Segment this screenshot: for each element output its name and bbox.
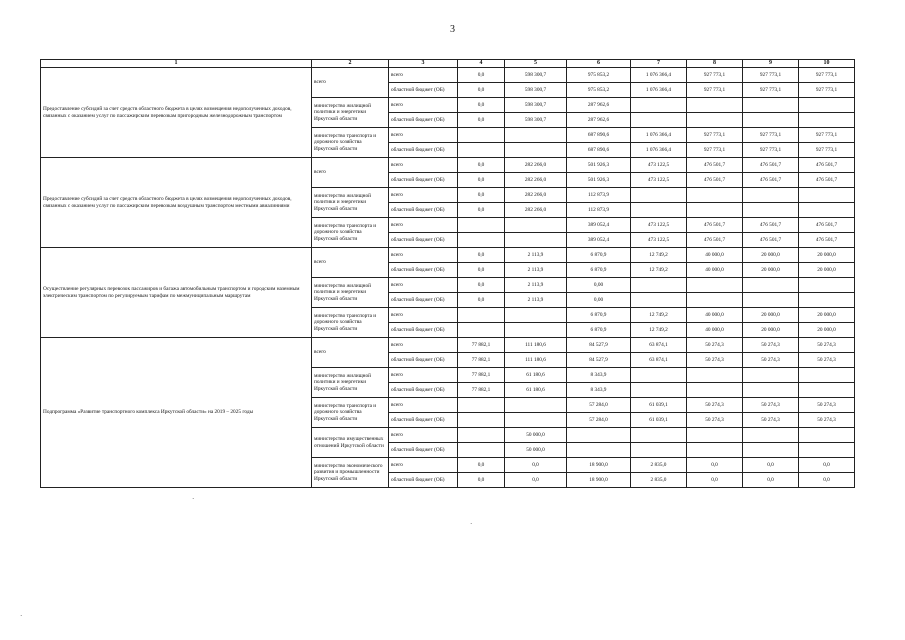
- amount-cell: 0,0: [458, 203, 505, 218]
- amount-cell: 0,0: [458, 458, 505, 473]
- executor-cell: всего: [312, 68, 389, 98]
- funding-source-cell: областной бюджет (ОБ): [389, 173, 458, 188]
- amount-cell: 12 749,2: [631, 248, 687, 263]
- amount-cell: 282 266,0: [505, 203, 567, 218]
- column-header: 2: [312, 60, 389, 68]
- amount-cell: [505, 323, 567, 338]
- funding-source-cell: областной бюджет (ОБ): [389, 473, 458, 488]
- table-body: [41, 68, 855, 488]
- amount-cell: [743, 98, 799, 113]
- amount-cell: 40 000,0: [687, 248, 743, 263]
- amount-cell: 927 773,1: [743, 83, 799, 98]
- measure-name: Предоставление субсидий за счет средств областного бюджета в целях возмещения недополученных доходов, связанных с оказанием услуг по пассажирским перевозкам воздушным транспортом местными авиалиниями: [41, 158, 312, 248]
- amount-cell: 111 180,6: [505, 338, 567, 353]
- column-header: 9: [743, 60, 799, 68]
- amount-cell: 0,0: [458, 68, 505, 83]
- funding-source-cell: всего: [389, 368, 458, 383]
- amount-cell: 50 274,3: [687, 398, 743, 413]
- amount-cell: 0,0: [458, 98, 505, 113]
- funding-source-cell: всего: [389, 68, 458, 83]
- amount-cell: 77 882,1: [458, 353, 505, 368]
- funding-source-cell: областной бюджет (ОБ): [389, 143, 458, 158]
- amount-cell: 476 501,7: [687, 173, 743, 188]
- amount-cell: 927 773,1: [687, 68, 743, 83]
- amount-cell: 0,0: [743, 473, 799, 488]
- amount-cell: 20 000,0: [743, 308, 799, 323]
- executor-cell: министерство транспорта и дорожного хозяйства Иркутской области: [312, 398, 389, 428]
- amount-cell: 501 926,3: [567, 173, 631, 188]
- amount-cell: 12 749,2: [631, 308, 687, 323]
- amount-cell: 927 773,1: [687, 83, 743, 98]
- amount-cell: 20 000,0: [799, 308, 855, 323]
- amount-cell: [458, 233, 505, 248]
- amount-cell: 63 874,1: [631, 338, 687, 353]
- scan-speck: ·: [192, 495, 195, 503]
- amount-cell: 0,0: [505, 458, 567, 473]
- amount-cell: 63 874,1: [631, 353, 687, 368]
- column-header: 3: [389, 60, 458, 68]
- amount-cell: 61 180,6: [505, 368, 567, 383]
- amount-cell: [631, 113, 687, 128]
- header-row: [41, 60, 855, 68]
- amount-cell: [799, 293, 855, 308]
- amount-cell: 476 501,7: [687, 158, 743, 173]
- column-header: 7: [631, 60, 687, 68]
- amount-cell: 0,0: [458, 473, 505, 488]
- amount-cell: [687, 443, 743, 458]
- amount-cell: 2 113,9: [505, 278, 567, 293]
- column-header: 8: [687, 60, 743, 68]
- executor-cell: всего: [312, 248, 389, 278]
- column-header: 10: [799, 60, 855, 68]
- funding-source-cell: областной бюджет (ОБ): [389, 233, 458, 248]
- amount-cell: [458, 428, 505, 443]
- amount-cell: 50 000,0: [505, 443, 567, 458]
- amount-cell: 473 122,5: [631, 173, 687, 188]
- amount-cell: 57 284,0: [567, 413, 631, 428]
- page-number: 3: [450, 24, 455, 35]
- amount-cell: 6 870,9: [567, 263, 631, 278]
- funding-source-cell: областной бюджет (ОБ): [389, 83, 458, 98]
- amount-cell: [799, 443, 855, 458]
- amount-cell: [631, 383, 687, 398]
- amount-cell: [687, 428, 743, 443]
- amount-cell: [458, 128, 505, 143]
- scan-speck: ·: [470, 520, 473, 528]
- amount-cell: 687 890,6: [567, 143, 631, 158]
- amount-cell: 927 773,1: [799, 68, 855, 83]
- amount-cell: [743, 278, 799, 293]
- amount-cell: 20 000,0: [743, 248, 799, 263]
- amount-cell: [631, 188, 687, 203]
- amount-cell: 1 076 366,4: [631, 128, 687, 143]
- amount-cell: 476 501,7: [687, 218, 743, 233]
- funding-source-cell: областной бюджет (ОБ): [389, 383, 458, 398]
- funding-source-cell: областной бюджет (ОБ): [389, 353, 458, 368]
- amount-cell: 927 773,1: [743, 128, 799, 143]
- amount-cell: 0,0: [458, 188, 505, 203]
- amount-cell: 77 882,1: [458, 368, 505, 383]
- amount-cell: 2 113,9: [505, 293, 567, 308]
- amount-cell: 112 873,9: [567, 203, 631, 218]
- amount-cell: 287 962,6: [567, 98, 631, 113]
- amount-cell: 20 000,0: [743, 263, 799, 278]
- amount-cell: 1 076 366,4: [631, 68, 687, 83]
- amount-cell: 12 749,2: [631, 263, 687, 278]
- amount-cell: 112 873,9: [567, 188, 631, 203]
- amount-cell: 282 266,0: [505, 173, 567, 188]
- amount-cell: 2 835,0: [631, 458, 687, 473]
- funding-source-cell: всего: [389, 158, 458, 173]
- amount-cell: 927 773,1: [687, 128, 743, 143]
- amount-cell: 40 000,0: [687, 263, 743, 278]
- amount-cell: 0,0: [458, 278, 505, 293]
- table-row: [41, 68, 855, 83]
- table-row: [41, 338, 855, 353]
- amount-cell: 61 039,1: [631, 398, 687, 413]
- funding-source-cell: областной бюджет (ОБ): [389, 443, 458, 458]
- amount-cell: 476 501,7: [743, 233, 799, 248]
- amount-cell: [505, 143, 567, 158]
- amount-cell: 389 052,4: [567, 218, 631, 233]
- amount-cell: [687, 293, 743, 308]
- amount-cell: [687, 203, 743, 218]
- amount-cell: 975 853,2: [567, 83, 631, 98]
- amount-cell: 927 773,1: [799, 83, 855, 98]
- column-header: 6: [567, 60, 631, 68]
- executor-cell: всего: [312, 158, 389, 188]
- amount-cell: 50 000,0: [505, 428, 567, 443]
- column-header: 1: [41, 60, 312, 68]
- amount-cell: [458, 413, 505, 428]
- amount-cell: [687, 113, 743, 128]
- amount-cell: 50 274,3: [687, 413, 743, 428]
- amount-cell: 687 890,6: [567, 128, 631, 143]
- amount-cell: 473 122,5: [631, 218, 687, 233]
- amount-cell: 598 300,7: [505, 68, 567, 83]
- amount-cell: 77 882,1: [458, 338, 505, 353]
- executor-cell: министерство жилищной политики и энергетики Иркутской области: [312, 278, 389, 308]
- amount-cell: [631, 278, 687, 293]
- amount-cell: [743, 368, 799, 383]
- amount-cell: 2 113,9: [505, 248, 567, 263]
- funding-source-cell: областной бюджет (ОБ): [389, 113, 458, 128]
- amount-cell: [799, 113, 855, 128]
- column-header: 4: [458, 60, 505, 68]
- amount-cell: 61 039,1: [631, 413, 687, 428]
- amount-cell: [631, 443, 687, 458]
- executor-cell: министерство транспорта и дорожного хозяйства Иркутской области: [312, 128, 389, 158]
- amount-cell: [799, 188, 855, 203]
- amount-cell: 0,0: [458, 293, 505, 308]
- amount-cell: [687, 188, 743, 203]
- amount-cell: [458, 308, 505, 323]
- amount-cell: 1 076 366,4: [631, 143, 687, 158]
- amount-cell: [505, 398, 567, 413]
- amount-cell: 476 501,7: [743, 218, 799, 233]
- measure-name: Подпрограмма «Развитие транспортного комплекса Иркутской области» на 2019 – 2025 годы: [41, 338, 312, 488]
- amount-cell: 111 180,6: [505, 353, 567, 368]
- funding-source-cell: всего: [389, 98, 458, 113]
- amount-cell: 0,00: [567, 293, 631, 308]
- funding-source-cell: всего: [389, 188, 458, 203]
- amount-cell: 20 000,0: [799, 263, 855, 278]
- amount-cell: 927 773,1: [799, 143, 855, 158]
- executor-cell: министерство транспорта и дорожного хозяйства Иркутской области: [312, 218, 389, 248]
- amount-cell: [743, 443, 799, 458]
- amount-cell: [567, 428, 631, 443]
- amount-cell: [567, 443, 631, 458]
- amount-cell: 20 000,0: [743, 323, 799, 338]
- amount-cell: 50 274,3: [743, 413, 799, 428]
- amount-cell: [799, 278, 855, 293]
- funding-source-cell: всего: [389, 338, 458, 353]
- amount-cell: 0,0: [458, 248, 505, 263]
- amount-cell: 84 527,9: [567, 353, 631, 368]
- amount-cell: 20 000,0: [799, 323, 855, 338]
- amount-cell: [631, 293, 687, 308]
- amount-cell: 0,0: [458, 158, 505, 173]
- amount-cell: 50 274,3: [687, 338, 743, 353]
- amount-cell: 18 900,0: [567, 473, 631, 488]
- amount-cell: [799, 203, 855, 218]
- funding-source-cell: всего: [389, 278, 458, 293]
- amount-cell: 282 266,0: [505, 158, 567, 173]
- amount-cell: 50 274,3: [799, 338, 855, 353]
- amount-cell: [799, 383, 855, 398]
- amount-cell: 50 274,3: [799, 413, 855, 428]
- amount-cell: [505, 128, 567, 143]
- amount-cell: 0,0: [458, 173, 505, 188]
- amount-cell: 0,0: [458, 263, 505, 278]
- amount-cell: [743, 383, 799, 398]
- amount-cell: 0,0: [687, 458, 743, 473]
- amount-cell: 2 835,0: [631, 473, 687, 488]
- amount-cell: 50 274,3: [799, 353, 855, 368]
- amount-cell: 0,0: [687, 473, 743, 488]
- executor-cell: всего: [312, 338, 389, 368]
- amount-cell: 50 274,3: [799, 398, 855, 413]
- amount-cell: 0,00: [567, 278, 631, 293]
- amount-cell: [743, 203, 799, 218]
- amount-cell: [458, 218, 505, 233]
- amount-cell: 598 300,7: [505, 113, 567, 128]
- table-row: [41, 158, 855, 173]
- amount-cell: [687, 383, 743, 398]
- amount-cell: 8 343,9: [567, 368, 631, 383]
- amount-cell: 8 343,9: [567, 383, 631, 398]
- measure-name: Предоставление субсидий за счет средств областного бюджета в целях возмещения недополученных доходов, связанных с оказанием услуг по пассажирским перевозкам пригородным железнодорожным транспортом: [41, 68, 312, 158]
- amount-cell: [458, 143, 505, 158]
- amount-cell: 927 773,1: [687, 143, 743, 158]
- amount-cell: 50 274,3: [743, 398, 799, 413]
- amount-cell: [687, 368, 743, 383]
- executor-cell: министерство жилищной политики и энергетики Иркутской области: [312, 188, 389, 218]
- funding-source-cell: областной бюджет (ОБ): [389, 263, 458, 278]
- amount-cell: 927 773,1: [743, 68, 799, 83]
- amount-cell: 6 870,9: [567, 248, 631, 263]
- funding-source-cell: областной бюджет (ОБ): [389, 323, 458, 338]
- funding-source-cell: всего: [389, 458, 458, 473]
- amount-cell: [505, 413, 567, 428]
- amount-cell: 927 773,1: [799, 128, 855, 143]
- amount-cell: 1 076 366,4: [631, 83, 687, 98]
- amount-cell: 0,0: [799, 458, 855, 473]
- amount-cell: 84 527,9: [567, 338, 631, 353]
- funding-source-cell: областной бюджет (ОБ): [389, 293, 458, 308]
- amount-cell: 476 501,7: [799, 173, 855, 188]
- amount-cell: 473 122,5: [631, 158, 687, 173]
- amount-cell: 389 052,4: [567, 233, 631, 248]
- column-header: 5: [505, 60, 567, 68]
- amount-cell: 20 000,0: [799, 248, 855, 263]
- amount-cell: 927 773,1: [743, 143, 799, 158]
- amount-cell: 18 900,0: [567, 458, 631, 473]
- amount-cell: 287 962,6: [567, 113, 631, 128]
- amount-cell: 57 284,0: [567, 398, 631, 413]
- funding-source-cell: всего: [389, 218, 458, 233]
- measure-name: Осуществление регулярных перевозок пассажиров и багажа автомобильным транспортом и городским наземным электрическим транспортом по регулируемым тарифам по межмуниципальным маршрутам: [41, 248, 312, 338]
- table-row: [41, 248, 855, 263]
- amount-cell: [458, 398, 505, 413]
- amount-cell: [631, 428, 687, 443]
- amount-cell: 2 113,9: [505, 263, 567, 278]
- amount-cell: [743, 188, 799, 203]
- amount-cell: [458, 323, 505, 338]
- amount-cell: 0,0: [799, 473, 855, 488]
- executor-cell: министерство имущественных отношений Иркутской области: [312, 428, 389, 458]
- amount-cell: 0,0: [743, 458, 799, 473]
- amount-cell: 6 870,9: [567, 323, 631, 338]
- amount-cell: 0,0: [458, 113, 505, 128]
- amount-cell: [458, 443, 505, 458]
- amount-cell: 40 000,0: [687, 323, 743, 338]
- amount-cell: [687, 278, 743, 293]
- amount-cell: [631, 98, 687, 113]
- amount-cell: [505, 218, 567, 233]
- amount-cell: [505, 308, 567, 323]
- amount-cell: [743, 428, 799, 443]
- amount-cell: 476 501,7: [687, 233, 743, 248]
- amount-cell: [743, 293, 799, 308]
- amount-cell: 476 501,7: [799, 233, 855, 248]
- amount-cell: [631, 203, 687, 218]
- amount-cell: 0,0: [505, 473, 567, 488]
- funding-source-cell: областной бюджет (ОБ): [389, 413, 458, 428]
- amount-cell: 473 122,5: [631, 233, 687, 248]
- amount-cell: 598 300,7: [505, 98, 567, 113]
- amount-cell: [799, 98, 855, 113]
- funding-source-cell: всего: [389, 428, 458, 443]
- amount-cell: [505, 233, 567, 248]
- executor-cell: министерство жилищной политики и энергетики Иркутской области: [312, 368, 389, 398]
- amount-cell: 6 870,9: [567, 308, 631, 323]
- amount-cell: [687, 98, 743, 113]
- amount-cell: [799, 368, 855, 383]
- amount-cell: 12 749,2: [631, 323, 687, 338]
- amount-cell: 50 274,3: [743, 353, 799, 368]
- amount-cell: 77 882,1: [458, 383, 505, 398]
- amount-cell: [743, 113, 799, 128]
- amount-cell: 0,0: [458, 83, 505, 98]
- amount-cell: [799, 428, 855, 443]
- amount-cell: 40 000,0: [687, 308, 743, 323]
- executor-cell: министерство транспорта и дорожного хозяйства Иркутской области: [312, 308, 389, 338]
- funding-source-cell: всего: [389, 398, 458, 413]
- amount-cell: 282 266,0: [505, 188, 567, 203]
- budget-table: [40, 59, 855, 488]
- amount-cell: [631, 368, 687, 383]
- funding-source-cell: областной бюджет (ОБ): [389, 203, 458, 218]
- amount-cell: 476 501,7: [799, 218, 855, 233]
- amount-cell: 476 501,7: [743, 158, 799, 173]
- funding-source-cell: всего: [389, 128, 458, 143]
- amount-cell: 975 853,2: [567, 68, 631, 83]
- amount-cell: 61 180,6: [505, 383, 567, 398]
- amount-cell: 476 501,7: [799, 158, 855, 173]
- executor-cell: министерство жилищной политики и энергетики Иркутской области: [312, 98, 389, 128]
- funding-source-cell: всего: [389, 248, 458, 263]
- executor-cell: министерство экономического развития и промышленности Иркутской области: [312, 458, 389, 488]
- funding-source-cell: всего: [389, 308, 458, 323]
- amount-cell: 50 274,3: [687, 353, 743, 368]
- amount-cell: 50 274,3: [743, 338, 799, 353]
- amount-cell: 598 300,7: [505, 83, 567, 98]
- amount-cell: 476 501,7: [743, 173, 799, 188]
- amount-cell: 501 926,3: [567, 158, 631, 173]
- scan-speck: ·: [20, 612, 23, 620]
